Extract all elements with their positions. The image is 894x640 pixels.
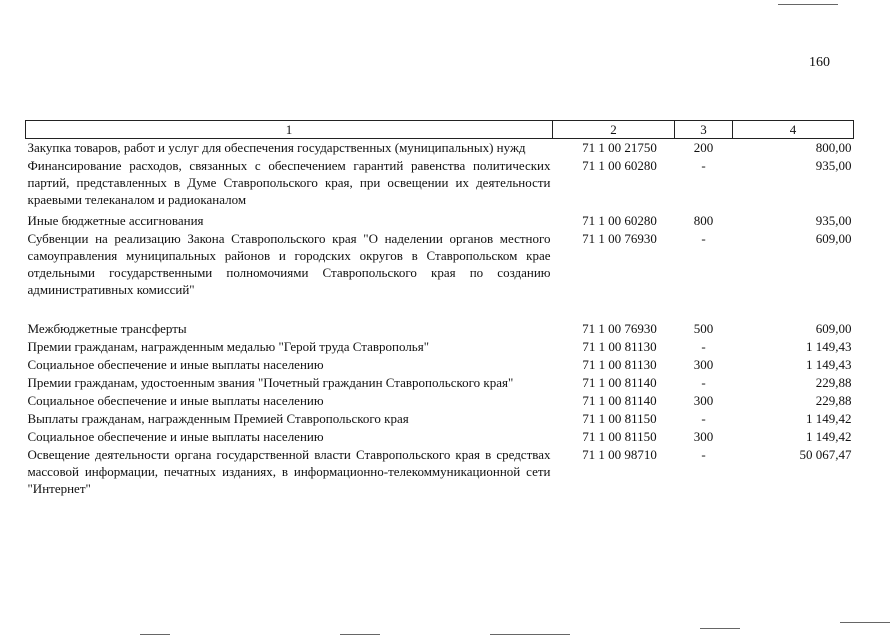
row-code: 71 1 00 76930 — [582, 321, 657, 336]
row-code: 71 1 00 21750 — [582, 140, 657, 155]
row-name: Финансирование расходов, связанных с обеспечением гарантий равенства политических партий, представленных в Думе Ставропольского края, при освещении их деятельности краевыми телеканалом и радиоканалом — [27, 158, 551, 207]
row-code: 71 1 00 81130 — [582, 357, 657, 372]
table-row — [26, 157, 854, 212]
table-row — [26, 212, 854, 230]
row-name: Закупка товаров, работ и услуг для обеспечения государственных (муниципальных) нужд — [27, 140, 526, 155]
column-header-2: 2 — [553, 121, 675, 139]
row-type: - — [701, 447, 706, 462]
row-name: Иные бюджетные ассигнования — [27, 213, 204, 228]
scan-mark-bottom-5 — [840, 622, 890, 623]
column-header-1: 1 — [26, 121, 553, 139]
row-amount: 229,88 — [815, 375, 852, 390]
table-row — [26, 392, 854, 410]
row-type: 500 — [693, 321, 714, 336]
row-amount: 800,00 — [815, 140, 852, 155]
column-header-3: 3 — [675, 121, 733, 139]
row-amount: 609,00 — [815, 231, 852, 246]
budget-table — [25, 120, 854, 498]
row-type: 300 — [693, 429, 714, 444]
row-type: - — [701, 411, 706, 426]
row-code: 71 1 00 81130 — [582, 339, 657, 354]
row-amount: 935,00 — [815, 158, 852, 173]
scan-mark-bottom-1 — [140, 634, 170, 635]
table-header-row — [26, 121, 854, 139]
row-name: Премии гражданам, награжденным медалью "Герой труда Ставрополья" — [27, 339, 430, 354]
column-header-4: 4 — [733, 121, 854, 139]
row-code: 71 1 00 81140 — [582, 375, 657, 390]
row-type: - — [701, 158, 706, 173]
row-name: Социальное обеспечение и иные выплаты населению — [27, 429, 324, 444]
table-row — [26, 338, 854, 356]
row-type: 800 — [693, 213, 714, 228]
row-amount: 1 149,43 — [806, 339, 852, 354]
row-name: Социальное обеспечение и иные выплаты населению — [27, 393, 324, 408]
row-code: 71 1 00 60280 — [582, 213, 657, 228]
row-amount: 609,00 — [815, 321, 852, 336]
row-type: - — [701, 231, 706, 246]
row-type: 300 — [693, 393, 714, 408]
row-amount: 229,88 — [815, 393, 852, 408]
row-name: Освещение деятельности органа государственной власти Ставропольского края в средствах массовой информации, печатных изданиях, в информационно-телекоммуникационной сети "Интернет" — [27, 447, 551, 496]
scan-mark-bottom-2 — [340, 634, 380, 635]
table-row — [26, 410, 854, 428]
row-amount: 1 149,43 — [806, 357, 852, 372]
table-row — [26, 374, 854, 392]
row-name: Социальное обеспечение и иные выплаты населению — [27, 357, 324, 372]
row-amount: 935,00 — [815, 213, 852, 228]
table-row — [26, 428, 854, 446]
scan-mark-top — [778, 4, 838, 5]
table-row — [26, 446, 854, 498]
row-code: 71 1 00 98710 — [582, 447, 657, 462]
row-code: 71 1 00 76930 — [582, 231, 657, 246]
table-row — [26, 139, 854, 158]
row-type: - — [701, 375, 706, 390]
row-amount: 1 149,42 — [806, 429, 852, 444]
row-type: 200 — [693, 140, 714, 155]
table-row — [26, 356, 854, 374]
row-name: Премии гражданам, удостоенным звания "Почетный гражданин Ставропольского края" — [27, 375, 514, 390]
row-code: 71 1 00 81150 — [582, 429, 657, 444]
page-number: 160 — [809, 55, 830, 70]
row-name: Межбюджетные трансферты — [27, 321, 187, 336]
row-code: 71 1 00 81150 — [582, 411, 657, 426]
row-type: - — [701, 339, 706, 354]
row-name: Выплаты гражданам, награжденным Премией Ставропольского края — [27, 411, 409, 426]
row-name: Субвенции на реализацию Закона Ставропольского края "О наделении органов местного самоуправления муниципальных районов и городских округов в Ставропольском крае отдельными государственными полномочиями Ставропольского края по созданию административных комиссий" — [27, 231, 551, 297]
row-amount: 1 149,42 — [806, 411, 852, 426]
scan-mark-bottom-4 — [700, 628, 740, 629]
row-amount: 50 067,47 — [799, 447, 852, 462]
table-row — [26, 320, 854, 338]
row-type: 300 — [693, 357, 714, 372]
row-code: 71 1 00 81140 — [582, 393, 657, 408]
row-code: 71 1 00 60280 — [582, 158, 657, 173]
scan-mark-bottom-3 — [490, 634, 570, 635]
table-row — [26, 230, 854, 320]
